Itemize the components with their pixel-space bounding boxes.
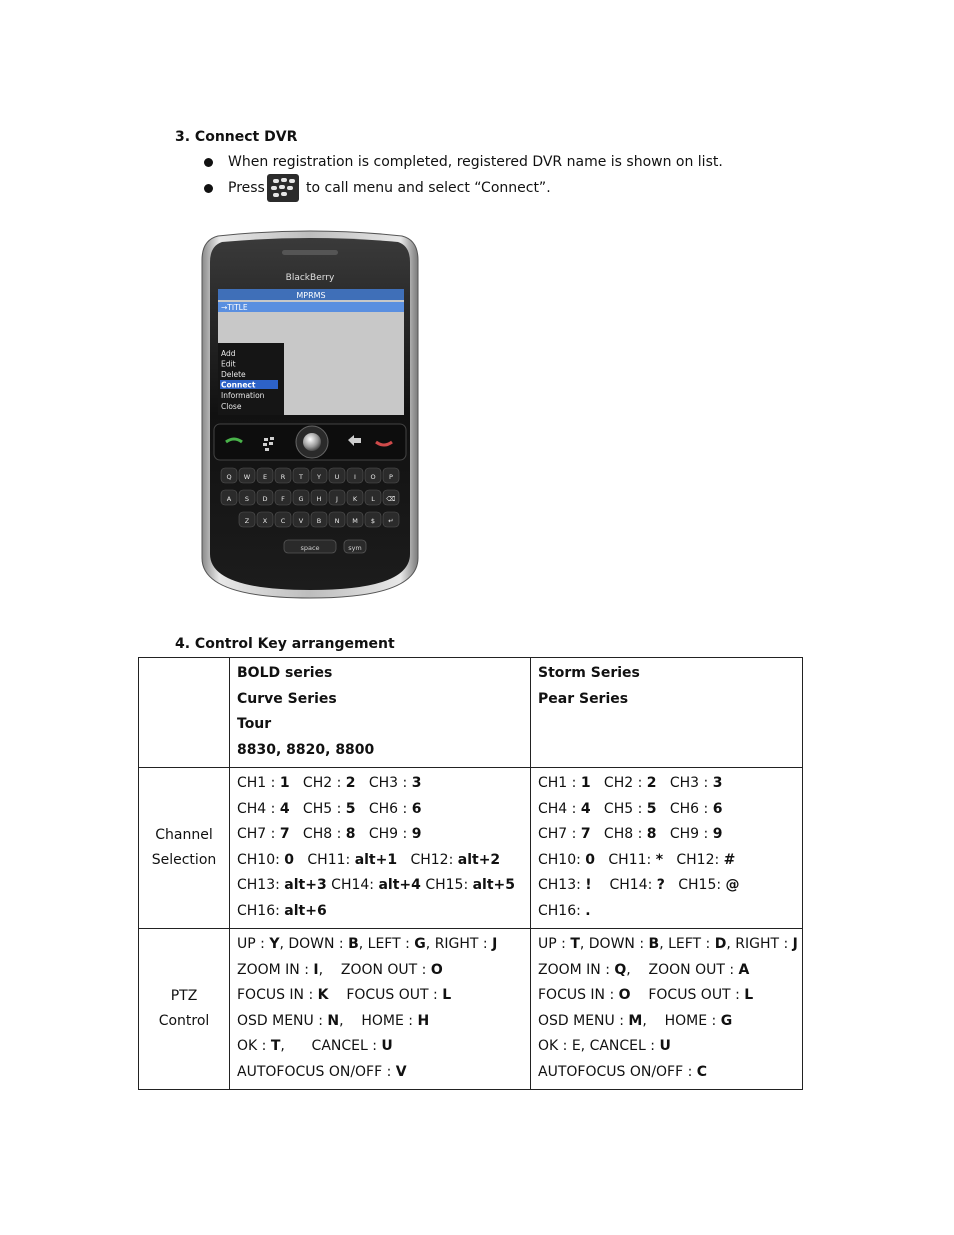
phone-key-label: $ xyxy=(370,517,376,525)
table-row-ptz xyxy=(139,929,803,1090)
header-bold-series: BOLD series xyxy=(237,665,333,681)
ptz-left-line-5: OK : T, CANCEL : U xyxy=(237,1038,393,1054)
ptz-control-label xyxy=(139,929,230,1090)
phone-key-label: P xyxy=(389,473,393,481)
channel-left-line-3: CH7 : 7 CH8 : 8 CH9 : 9 xyxy=(237,826,422,842)
phone-list-item: →TITLE xyxy=(221,303,248,312)
ptz-left-cell xyxy=(230,929,531,1090)
ptz-left-line-2: ZOOM IN : I, ZOON OUT : O xyxy=(237,961,443,978)
phone-key-label: B xyxy=(316,517,322,525)
phone-key-label: ⌫ xyxy=(386,495,396,503)
header-left-cell xyxy=(230,658,531,768)
phone-key-label: L xyxy=(371,495,375,503)
phone-key-label: K xyxy=(352,495,358,503)
phone-key-label: M xyxy=(352,517,358,525)
phone-menu-close: Close xyxy=(221,402,242,411)
phone-key-label: O xyxy=(370,473,376,481)
channel-right-cell xyxy=(531,768,803,929)
phone-key-label: X xyxy=(262,517,268,525)
channel-right-line-6: CH16: . xyxy=(538,902,591,919)
table-corner-cell xyxy=(139,658,230,768)
header-tour: Tour xyxy=(237,716,272,732)
phone-space-key: space xyxy=(300,544,320,552)
bullet-connect-text: to call menu and select “Connect”. xyxy=(306,180,551,196)
header-storm-series: Storm Series xyxy=(538,665,640,681)
channel-label-line: Channel xyxy=(155,827,213,843)
bullet-dot xyxy=(204,184,213,193)
ptz-right-line-4: OSD MENU : M, HOME : G xyxy=(538,1012,733,1029)
table-row-channel xyxy=(139,768,803,929)
blackberry-menu-key-icon xyxy=(267,174,299,202)
ptz-left-line-3: FOCUS IN : K FOCUS OUT : L xyxy=(237,987,452,1003)
bullet-dot xyxy=(204,158,213,167)
phone-key-label: C xyxy=(280,517,286,525)
phone-menu-information: Information xyxy=(221,391,265,400)
phone-brand-label: BlackBerry xyxy=(285,273,335,283)
phone-key-label: D xyxy=(262,495,268,503)
phone-key-label: A xyxy=(226,495,232,503)
ptz-right-line-6: AUTOFOCUS ON/OFF : C xyxy=(538,1063,708,1080)
phone-key-label: V xyxy=(298,517,304,525)
channel-right-line-5: CH13: ! CH14: ? CH15: @ xyxy=(538,877,740,893)
phone-sym-key: sym xyxy=(348,544,362,552)
phone-menu-edit: Edit xyxy=(221,359,236,369)
channel-left-line-2: CH4 : 4 CH5 : 5 CH6 : 6 xyxy=(237,800,422,817)
ptz-left-line-6: AUTOFOCUS ON/OFF : V xyxy=(237,1063,407,1080)
phone-menu-delete: Delete xyxy=(221,370,246,379)
phone-key-label: R xyxy=(280,473,286,481)
header-right-cell xyxy=(531,658,803,768)
section-3-heading: 3. Connect DVR xyxy=(175,129,298,145)
channel-left-line-5: CH13: alt+3 CH14: alt+4 CH15: alt+5 xyxy=(237,877,516,893)
header-curve-series: Curve Series xyxy=(237,690,337,707)
header-pear-series: Pear Series xyxy=(538,690,629,707)
channel-right-line-4: CH10: 0 CH11: * CH12: # xyxy=(538,851,736,868)
channel-left-cell xyxy=(230,768,531,929)
header-models: 8830, 8820, 8800 xyxy=(237,741,375,758)
ptz-left-line-1: UP : Y, DOWN : B, LEFT : G, RIGHT : J xyxy=(237,936,498,952)
phone-key-label: U xyxy=(334,473,340,481)
channel-left-line-6: CH16: alt+6 xyxy=(237,902,327,919)
ptz-right-cell xyxy=(531,929,803,1090)
phone-key-label: G xyxy=(298,495,304,503)
ptz-left-line-4: OSD MENU : N, HOME : H xyxy=(237,1012,430,1029)
phone-menu-connect: Connect xyxy=(221,380,256,390)
bullet-press-text: Press xyxy=(228,180,265,196)
phone-key-label: N xyxy=(334,517,340,525)
ptz-label-line: PTZ xyxy=(170,988,198,1004)
channel-right-line-3: CH7 : 7 CH8 : 8 CH9 : 9 xyxy=(538,826,723,842)
channel-right-line-2: CH4 : 4 CH5 : 5 CH6 : 6 xyxy=(538,800,723,817)
channel-left-line-4: CH10: 0 CH11: alt+1 CH12: alt+2 xyxy=(237,851,501,868)
phone-key-label: J xyxy=(336,495,338,503)
control-key-table xyxy=(138,657,803,1090)
channel-right-line-1: CH1 : 1 CH2 : 2 CH3 : 3 xyxy=(538,775,723,791)
phone-key-label: T xyxy=(299,473,303,481)
control-label-line: Control xyxy=(158,1013,210,1029)
phone-key-label: ↵ xyxy=(388,517,394,525)
selection-label-line: Selection xyxy=(151,852,217,868)
phone-key-label: F xyxy=(281,495,285,503)
phone-key-label: W xyxy=(243,473,251,481)
phone-key-label: Z xyxy=(244,517,250,525)
ptz-right-line-5: OK : E, CANCEL : U xyxy=(538,1038,671,1054)
channel-left-line-1: CH1 : 1 CH2 : 2 CH3 : 3 xyxy=(237,775,422,791)
phone-app-title: MPRMS xyxy=(296,291,326,300)
ptz-right-line-2: ZOOM IN : Q, ZOON OUT : A xyxy=(538,961,750,978)
blackberry-phone-image xyxy=(198,228,422,600)
bullet-registration-text: When registration is completed, registered DVR name is shown on list. xyxy=(228,154,723,170)
section-4-heading: 4. Control Key arrangement xyxy=(175,636,395,652)
phone-key-label: S xyxy=(244,495,250,503)
phone-key-label: H xyxy=(316,495,322,503)
phone-menu-add: Add xyxy=(221,349,236,358)
ptz-right-line-3: FOCUS IN : O FOCUS OUT : L xyxy=(538,987,754,1003)
channel-selection-label xyxy=(139,768,230,929)
phone-key-label: E xyxy=(262,473,268,481)
trackball-icon xyxy=(303,433,321,451)
table-header-row xyxy=(139,658,803,768)
phone-key-label: I xyxy=(354,473,356,481)
phone-key-label: Q xyxy=(226,473,232,481)
phone-key-label: Y xyxy=(317,473,321,481)
ptz-right-line-1: UP : T, DOWN : B, LEFT : D, RIGHT : J xyxy=(538,936,798,952)
